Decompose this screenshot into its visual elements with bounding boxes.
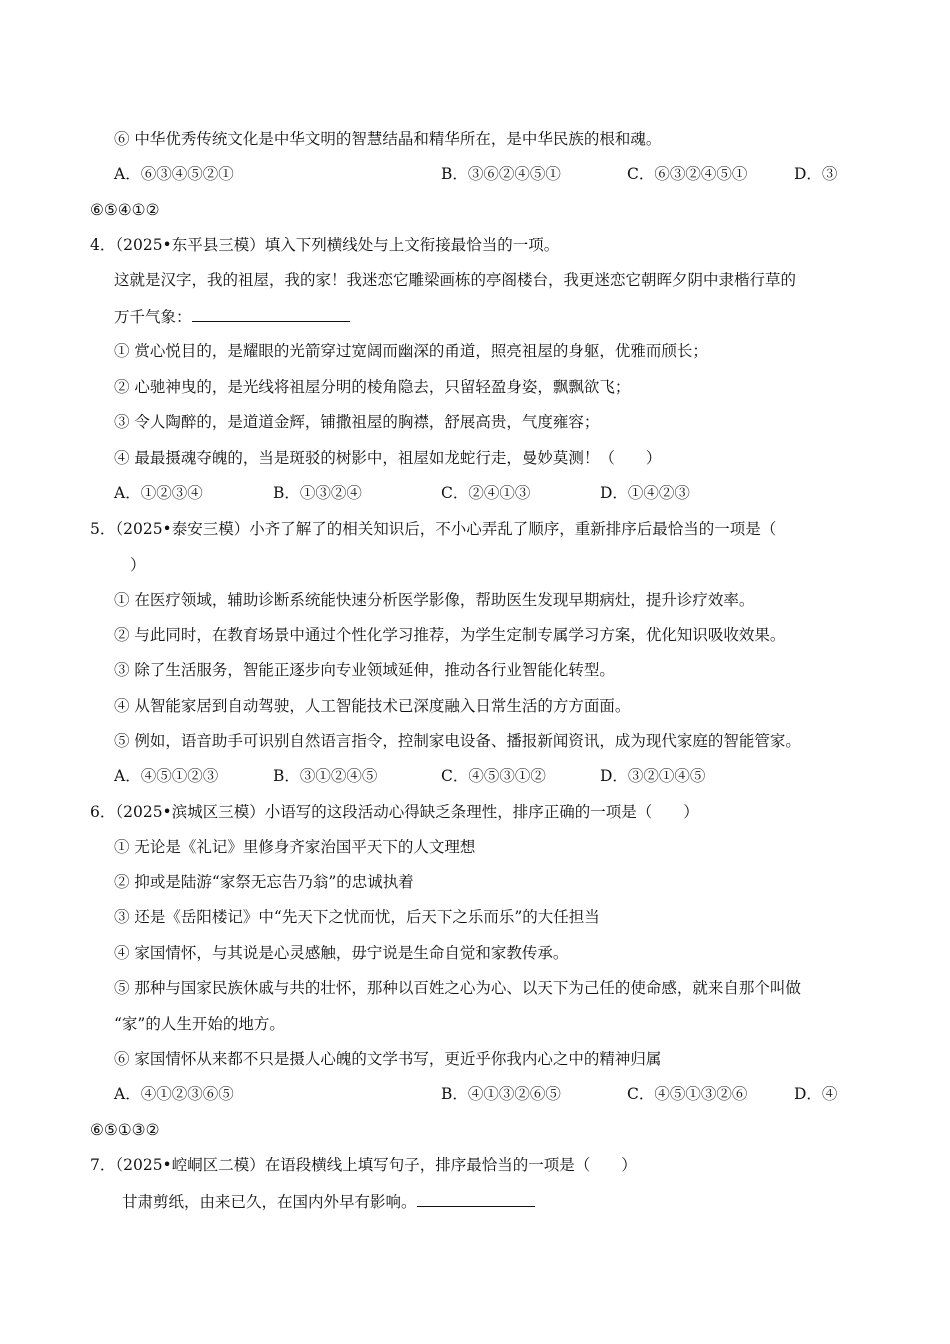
q3-item-6: ⑥ 中华优秀传统文化是中华文明的智慧结晶和精华所在，是中华民族的根和魂。 — [114, 130, 662, 148]
answer-blank[interactable] — [417, 1190, 535, 1207]
q6-item-5: ⑤ 那种与国家民族休戚与共的壮怀，那种以百姓之心为心、以天下为己任的使命感，就来自那个叫做 — [114, 979, 801, 997]
q6-item-5-cont: “家”的人生开始的地方。 — [114, 1015, 285, 1033]
q5-option-b[interactable]: B．③①②④⑤ — [273, 767, 378, 785]
q5-item-2: ② 与此同时，在教育场景中通过个性化学习推荐，为学生定制专属学习方案，优化知识吸收效果。 — [114, 626, 786, 644]
q5-option-c[interactable]: C．④⑤③①② — [441, 767, 546, 785]
q6-item-1: ① 无论是《礼记》里修身齐家治国平天下的人文理想 — [114, 838, 476, 856]
q4-passage: 这就是汉字，我的祖屋，我的家！我迷恋它雕梁画栋的亭阁楼台，我更迷恋它朝晖夕阴中隶楷行草的 — [114, 271, 797, 289]
q6-option-d[interactable]: D．④ — [794, 1085, 838, 1103]
q6-item-6: ⑥ 家国情怀从来都不只是摄人心魄的文学书写，更近乎你我内心之中的精神归属 — [114, 1050, 662, 1068]
q5-option-d[interactable]: D．③②①④⑤ — [600, 767, 706, 785]
q3-option-b[interactable]: B．③⑥②④⑤① — [441, 165, 561, 183]
q5-item-4: ④ 从智能家居到自动驾驶，人工智能技术已深度融入日常生活的方方面面。 — [114, 697, 631, 715]
q5-item-1: ① 在医疗领域，辅助诊断系统能快速分析医学影像，帮助医生发现早期病灶，提升诊疗效率。 — [114, 591, 755, 609]
q7-stem: 7．（2025•崆峒区二模）在语段横线上填写句子，排序最恰当的一项是（ ） — [90, 1156, 637, 1174]
q5-item-3: ③ 除了生活服务，智能正逐步向专业领域延伸，推动各行业智能化转型。 — [114, 661, 615, 679]
q4-item-1: ① 赏心悦目的，是耀眼的光箭穿过宽阔而幽深的甬道，照亮祖屋的身躯，优雅而颀长； — [114, 342, 708, 360]
q5-item-5: ⑤ 例如，语音助手可识别自然语言指令，控制家电设备、播报新闻资讯，成为现代家庭的智能管家。 — [114, 732, 801, 750]
q7-passage-line — [122, 1190, 535, 1213]
q5-stem-cont: ） — [130, 556, 146, 574]
answer-blank[interactable] — [192, 305, 350, 322]
q7-passage: 甘肃剪纸，由来已久，在国内外早有影响。 — [122, 1193, 417, 1211]
q6-item-2: ② 抑或是陆游“家祭无忘告乃翁”的忠诚执着 — [114, 873, 414, 891]
q4-option-c[interactable]: C．②④①③ — [441, 484, 531, 502]
q4-option-b[interactable]: B．①③②④ — [273, 484, 362, 502]
q4-option-a[interactable]: A．①②③④ — [114, 484, 203, 502]
q3-option-d[interactable]: D．③ — [794, 165, 838, 183]
q4-item-3: ③ 令人陶醉的，是道道金辉，铺撒祖屋的胸襟，舒展高贵，气度雍容； — [114, 413, 600, 431]
q3-option-c[interactable]: C．⑥③②④⑤① — [627, 165, 748, 183]
q6-item-3: ③ 还是《岳阳楼记》中“先天下之忧而忧，后天下之乐而乐”的大任担当 — [114, 908, 600, 926]
q6-item-4: ④ 家国情怀，与其说是心灵感触，毋宁说是生命自觉和家教传承。 — [114, 944, 569, 962]
q4-passage-cont — [114, 305, 350, 328]
q6-option-a[interactable]: A．④①②③⑥⑤ — [114, 1085, 234, 1103]
q6-stem: 6．（2025•滨城区三模）小语写的这段活动心得缺乏条理性，排序正确的一项是（ ） — [90, 803, 699, 821]
q6-option-b[interactable]: B．④①③②⑥⑤ — [441, 1085, 561, 1103]
q3-option-a[interactable]: A．⑥③④⑤②① — [114, 165, 234, 183]
q4-item-2: ② 心驰神曳的，是光线将祖屋分明的棱角隐去，只留轻盈身姿，飘飘欲飞； — [114, 378, 631, 396]
q5-stem: 5．（2025•泰安三模）小齐了解了的相关知识后，不小心弄乱了顺序，重新排序后最恰当的一项是（ — [90, 520, 777, 538]
q5-option-a[interactable]: A．④⑤①②③ — [114, 767, 219, 785]
q4-stem: 4．（2025•东平县三模）填入下列横线处与上文衔接最恰当的一项。 — [90, 236, 560, 254]
q4-item-4: ④ 最最摄魂夺魄的，当是斑驳的树影中，祖屋如龙蛇行走，曼妙莫测！（ ） — [114, 449, 662, 467]
q3-option-d-cont: ⑥⑤④①② — [90, 201, 160, 219]
q4-passage-text: 万千气象： — [114, 308, 192, 326]
q6-option-c[interactable]: C．④⑤①③②⑥ — [627, 1085, 748, 1103]
q6-option-d-cont: ⑥⑤①③② — [90, 1121, 160, 1139]
q4-option-d[interactable]: D．①④②③ — [600, 484, 690, 502]
